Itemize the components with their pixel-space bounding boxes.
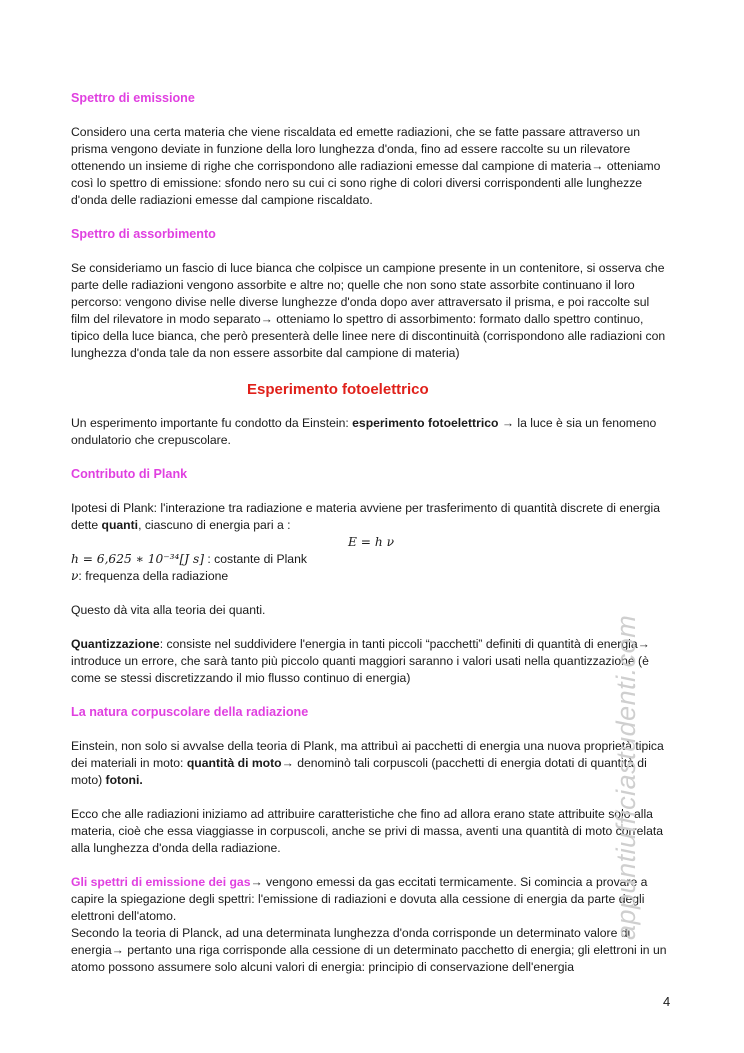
- bold-term: fotoni.: [105, 773, 143, 787]
- formula-energy: E = h ν: [348, 535, 394, 549]
- bold-term: Quantizzazione: [71, 637, 160, 651]
- paragraph-planck-energia: Secondo la teoria di Planck, ad una determinata lunghezza d'onda corrisponde un determinato valore di energia→ pertanto una riga corrisponde alla cessione di un determinato pacchetto di energia; gli elettroni in un atomo possono assumere solo alcuni valori di energia: principio di conservazione dell'energia: [71, 926, 667, 974]
- text-run: Ipotesi di Plank: l'interazione tra radiazione e materia avviene per trasferimento di quantità discrete di energia dette: [71, 501, 661, 532]
- paragraph-emissione: Considero una certa materia che viene riscaldata ed emette radiazioni, che se fatte passare attraverso un prisma vengono deviate in funzione della loro lunghezza d'onda, fino ad essere raccolte su un rilevatore ottenendo un insieme di righe che corrispondono alle radiazioni emesse dal campione di materia→ otteniamo così lo spettro di emissione: sfondo nero su cui ci sono righe di colori diversi corrispondenti alle lunghezze d'onda delle radiazioni emesse dal campione riscaldato.: [71, 125, 661, 207]
- text-run: : costante di Plank: [203, 552, 307, 566]
- paragraph-fotoelettrico: [71, 415, 671, 449]
- heading-natura-corpuscolare: La natura corpuscolare della radiazione: [71, 705, 309, 719]
- bold-term: esperimento fotoelettrico: [352, 416, 499, 430]
- paragraph-plank: [71, 500, 671, 534]
- bold-term: quantità di moto: [186, 756, 282, 770]
- text-run: → la luce è sia un fenomeno ondulatorio che crepuscolare.: [71, 416, 657, 447]
- text-run: Einstein, non solo si avvalse della teoria di Plank, ma attribuì ai pacchetti di energia una nuova proprietà tipica dei materiali in moto:: [71, 739, 664, 770]
- bold-term: quanti: [101, 518, 139, 532]
- paragraph-corpuscoli: Ecco che alle radiazioni iniziamo ad attribuire caratteristiche che fino ad allora erano state attribuite solo alla materia, cioè che essa viaggiasse in corpuscoli, anche se privi di massa, aventi una quantità di moto correlata alla lunghezza d'onda della radiazione.: [71, 807, 664, 855]
- watermark-text: appuntiufficiastudenti.com: [611, 614, 641, 940]
- text-run: Un esperimento importante fu condotto da Einstein:: [71, 416, 353, 430]
- paragraph-assorbimento: Se consideriamo un fascio di luce bianca che colpisce un campione presente in un contenitore, si osserva che parte delle radiazioni vengono assorbite e altre no; quelle che non sono state assorbite continuano il loro percorso: vengono divise nelle diverse lunghezze d'onda dopo aver attraversato il prisma, e poi raccolte sul film del rilevatore in modo separato→ otteniamo lo spettro di assorbimento: formato dallo spettro continuo, tipico della luce bianca, che però presenterà delle linee nere di discontinuità (corrispondono alle radiazioni con lunghezza d'onda tale da non essere assorbite dal campione di materia): [71, 261, 666, 360]
- text-run: : frequenza della radiazione: [78, 569, 229, 583]
- heading-spettro-assorbimento: Spettro di assorbimento: [71, 227, 216, 241]
- text-run: → denominò tali corpuscoli (pacchetti di energia dotati di quantità di moto): [71, 756, 647, 787]
- paragraph-spettri-gas: [71, 874, 671, 925]
- inline-heading-spettri-gas: Gli spettri di emissione dei gas: [71, 875, 251, 889]
- definition-nu: [71, 568, 671, 585]
- heading-spettro-emissione: Spettro di emissione: [71, 91, 195, 105]
- text-run: : consiste nel suddividere l'energia in tanti piccoli “pacchetti” definiti di quantità di energia→ introduce un errore, che sarà tanto più piccolo quanti maggiori saranno i valori usati nella quantizzazione (è come se stessi discretizzando il mio flusso continuo di energia): [71, 637, 650, 685]
- math-nu: ν: [71, 569, 79, 583]
- page-number: 4: [663, 994, 671, 1009]
- text-run: → vengono emessi da gas eccitati termicamente. Si comincia a provare a capire la spiegazione degli spettri: l'emissione di radiazioni e dovuta alla cessione di energia da parte degli elettroni dell'atomo.: [71, 875, 648, 923]
- heading-contributo-plank: Contributo di Plank: [71, 467, 188, 481]
- math-h: h = 6,625 ∗ 10⁻³⁴[J s]: [71, 552, 204, 566]
- text-run: , ciascuno di energia pari a :: [138, 518, 291, 532]
- paragraph-teoria-quanti: Questo dà vita alla teoria dei quanti.: [71, 603, 266, 617]
- page-content: [71, 90, 671, 976]
- paragraph-quantizzazione: [71, 636, 671, 687]
- paragraph-einstein: [71, 738, 671, 789]
- definition-h: [71, 551, 671, 568]
- section-title-fotoelettrico: Esperimento fotoelettrico: [247, 381, 429, 398]
